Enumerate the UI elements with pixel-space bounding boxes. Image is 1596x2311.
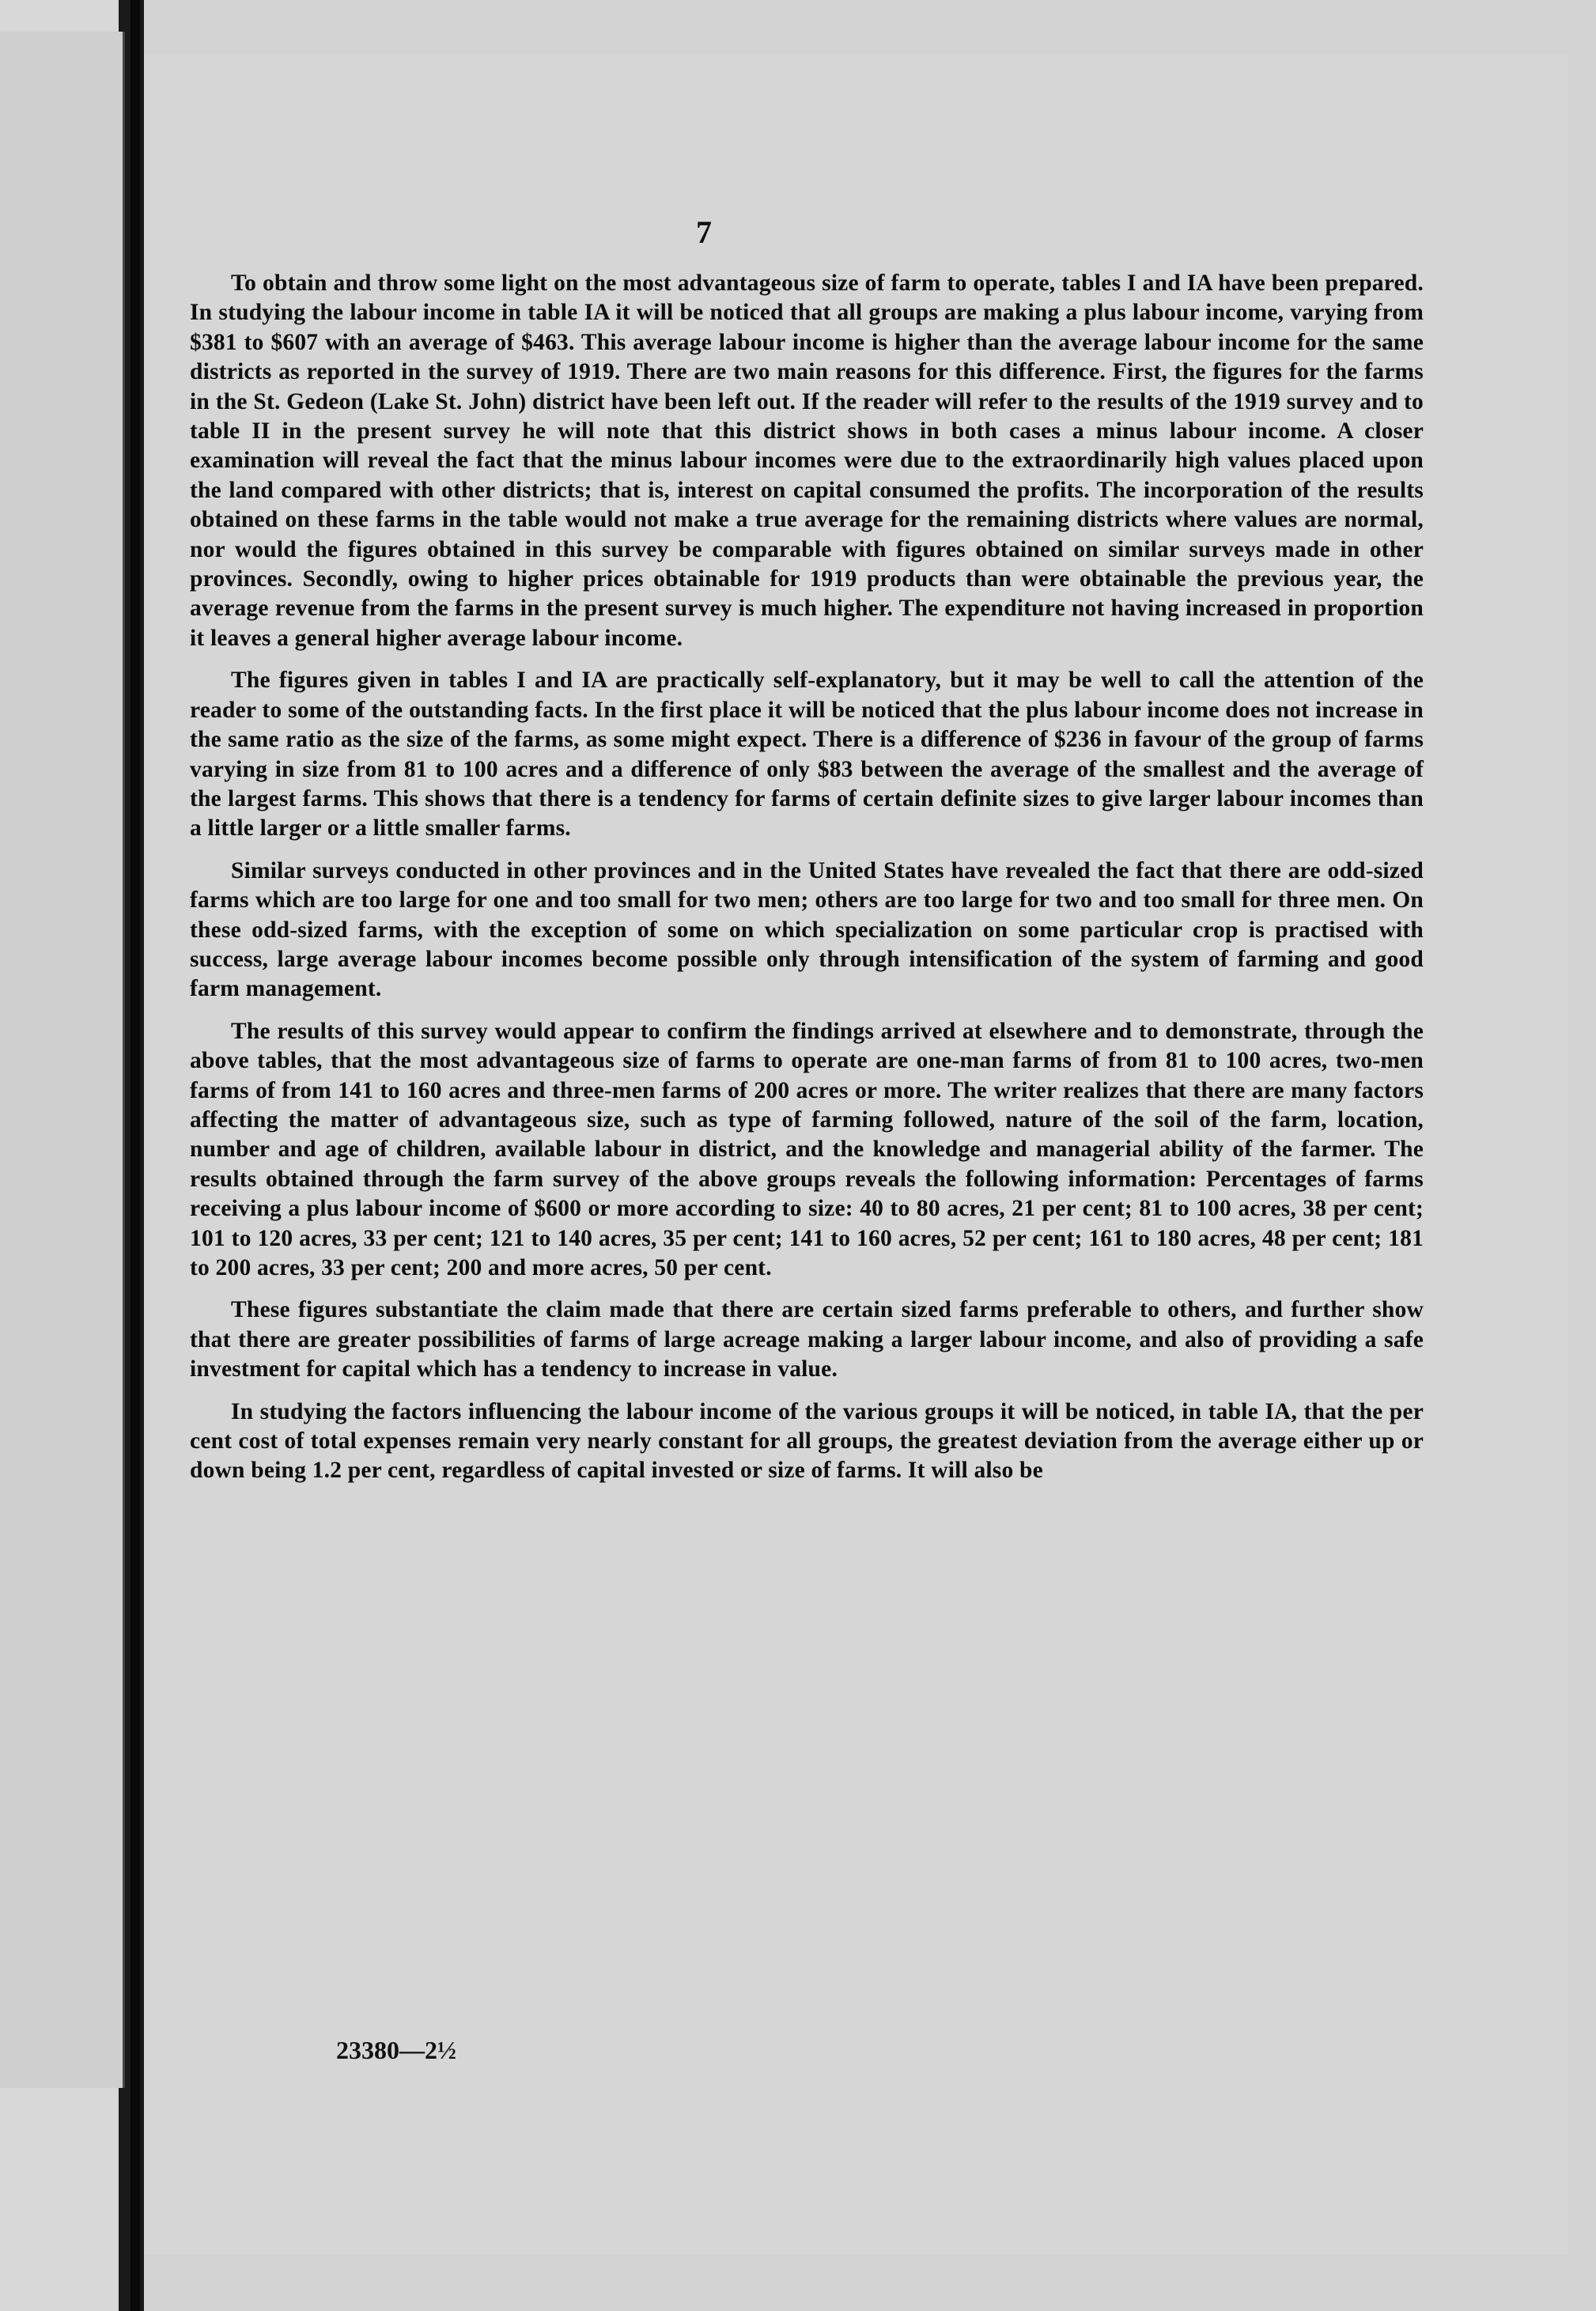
print-signature-mark: 23380—2½: [336, 2036, 456, 2064]
paragraph-1: To obtain and throw some light on the most advantageous size of farm to operate, tables I and IA have been prepared. In studying the labour income in table IA it will be noticed that all groups are making a plus labour income, varying from $381 to $607 with an average of $463. This average labour income is higher than the average labour income for the same districts as reported in the survey of 1919. There are two main reasons for this difference. First, the figures for the farms in the St. Gedeon (Lake St. John) district have been left out. If the reader will refer to the results of the 1919 survey and to table II in the present survey he will note that this district shows in both cases a minus labour income. A closer examination will reveal the fact that the minus labour incomes were due to the extraordinarily high values placed upon the land compared with other districts; that is, interest on capital consumed the profits. The incorporation of the results obtained on these farms in the table would not make a true average for the remaining districts where values are normal, nor would the figures obtained in this survey be comparable with figures obtained on similar surveys made in other provinces. Secondly, owing to higher prices obtainable for 1919 products than were obtainable the previous year, the average revenue from the farms in the present survey is much higher. The expenditure not having increased in proportion it leaves a general higher average labour income.: [190, 270, 1424, 651]
paragraph-5: These figures substantiate the claim made that there are certain sized farms preferable to others, and further show that there are greater possibilities of farms of large acreage making a larger labour income, and also of providing a safe investment for capital which has a tendency to increase in value.: [190, 1297, 1424, 1382]
paragraph-4: The results of this survey would appear to confirm the findings arrived at elsewhere and to demonstrate, through the above tables, that the most advantageous size of farms to operate are one-man farms of from 81 to 100 acres, two-men farms of from 141 to 160 acres and three-men farms of 200 acres or more. The writer realizes that there are many factors affecting the matter of advantageous size, such as type of farming followed, nature of the soil of the farm, location, number and age of children, available labour in district, and the knowledge and managerial ability of the farmer. The results obtained through the farm survey of the above groups reveals the following information: Percentages of farms receiving a plus labour income of $600 or more according to size: 40 to 80 acres, 21 per cent; 81 to 100 acres, 38 per cent; 101 to 120 acres, 33 per cent; 121 to 140 acres, 35 per cent; 141 to 160 acres, 52 per cent; 161 to 180 acres, 48 per cent; 181 to 200 acres, 33 per cent; 200 and more acres, 50 per cent.: [190, 1018, 1424, 1280]
paragraph-3: Similar surveys conducted in other provinces and in the United States have revealed the fact that there are odd-sized farms which are too large for one and too small for two men; others are too large for two and too small for three men. On these odd-sized farms, with the exception of some on which specialization on some particular crop is practised with success, large average labour incomes become possible only through intensification of the system of farming and good farm management.: [190, 857, 1424, 1002]
book-spine: [130, 0, 140, 2311]
body-text: [190, 269, 1424, 1486]
paragraph-6: In studying the factors influencing the labour income of the various groups it will be noticed, in table IA, that the per cent cost of total expenses remain very nearly constant for all groups, the greatest deviation from the average either up or down being 1.2 per cent, regardless of capital invested or size of farms. It will also be: [190, 1398, 1424, 1484]
adjacent-page-edge: [0, 32, 125, 2088]
paragraph-2: The figures given in tables I and IA are practically self-explanatory, but it may be well to call the attention of the reader to some of the outstanding facts. In the first place it will be noticed that the plus labour income does not increase in the same ratio as the size of the farms, as some might expect. There is a difference of $236 in favour of the group of farms varying in size from 81 to 100 acres and a difference of only $83 between the average of the smallest and the average of the largest farms. This shows that there is a tendency for farms of certain definite sizes to give larger labour incomes than a little larger or a little smaller farms.: [190, 668, 1424, 842]
page-number: 7: [696, 214, 712, 250]
